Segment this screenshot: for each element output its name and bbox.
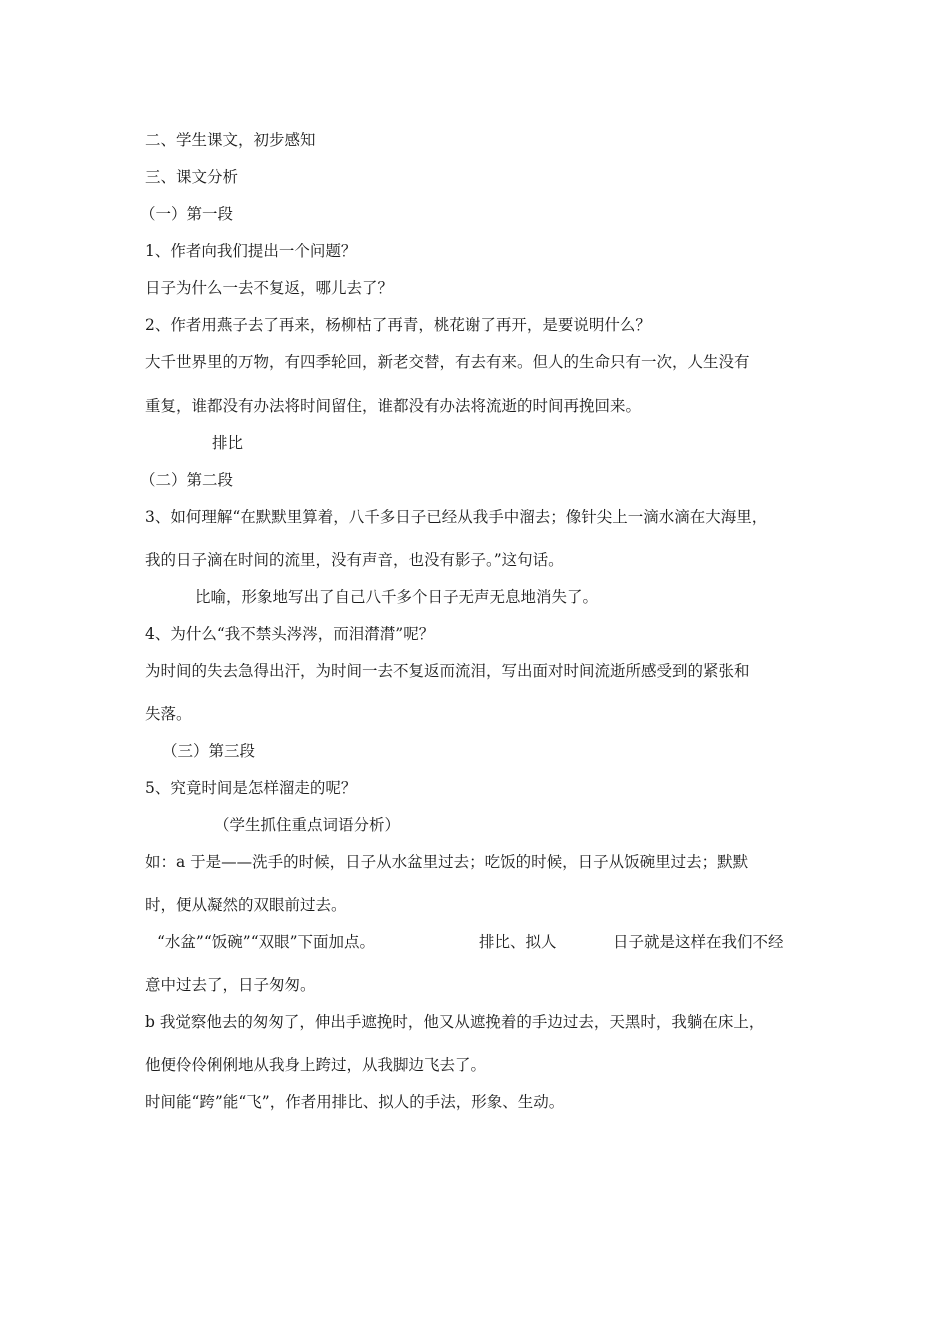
question-1: 1、作者向我们提出一个问题？: [145, 242, 357, 260]
answer-2-line-1: 大千世界里的万物，有四季轮回，新老交替，有去有来。但人的生命只有一次，人生没有: [145, 353, 750, 371]
example-b-line-2: 他便伶伶俐俐地从我身上跨过，从我脚边飞去了。: [145, 1056, 487, 1074]
section-heading-2: 二、学生课文，初步感知: [145, 131, 316, 149]
question-5: 5、究竟时间是怎样溜走的呢？: [145, 779, 357, 797]
answer-1: 日子为什么一去不复返，哪儿去了？: [145, 279, 394, 297]
answer-4-line-2: 失落。: [145, 705, 192, 723]
question-2: 2、作者用燕子去了再来，杨柳枯了再青，桃花谢了再开，是要说明什么？: [145, 316, 651, 334]
subsection-heading-2: （二）第二段: [140, 471, 234, 489]
answer-2-line-2: 重复，谁都没有办法将时间留住，谁都没有办法将流逝的时间再挽回来。: [145, 397, 642, 415]
note-summary-line-1: 日子就是这样在我们不经: [613, 933, 784, 951]
answer-3: 比喻，形象地写出了自己八千多个日子无声无息地消失了。: [195, 588, 599, 606]
answer-4-line-1: 为时间的失去急得出汗，为时间一去不复返而流泪，写出面对时间流逝所感受到的紧张和: [145, 662, 750, 680]
question-4: 4、为什么“我不禁头涔涔，而泪潸潸”呢？: [145, 625, 435, 643]
note-summary-line-2: 意中过去了，日子匆匆。: [145, 976, 316, 994]
question-3-line-2: 我的日子滴在时间的流里，没有声音，也没有影子。”这句话。: [145, 551, 564, 569]
subsection-heading-3: （三）第三段: [162, 742, 256, 760]
note-rhetoric: 排比、拟人: [479, 933, 557, 951]
note-parallelism: 排比: [212, 434, 244, 452]
question-3-line-1: 3、如何理解“在默默里算着，八千多日子已经从我手中溜去；像针尖上一滴水滴在大海里，: [145, 508, 768, 526]
example-a-line-1: 如：a 于是——洗手的时候，日子从水盆里过去；吃饭的时候，日子从饭碗里过去；默默: [145, 853, 749, 871]
conclusion: 时间能“跨”能“飞”，作者用排比、拟人的手法，形象、生动。: [145, 1093, 565, 1111]
section-heading-3: 三、课文分析: [145, 168, 239, 186]
example-b-line-1: b 我觉察他去的匆匆了，伸出手遮挽时，他又从遮挽着的手边过去，天黑时，我躺在床上，: [145, 1013, 765, 1031]
note-student-analysis: （学生抓住重点词语分析）: [214, 816, 401, 834]
note-emphasis-dots: “水盆”“饭碗”“双眼”下面加点。: [157, 933, 376, 951]
subsection-heading-1: （一）第一段: [140, 205, 234, 223]
example-a-line-2: 时，便从凝然的双眼前过去。: [145, 896, 347, 914]
